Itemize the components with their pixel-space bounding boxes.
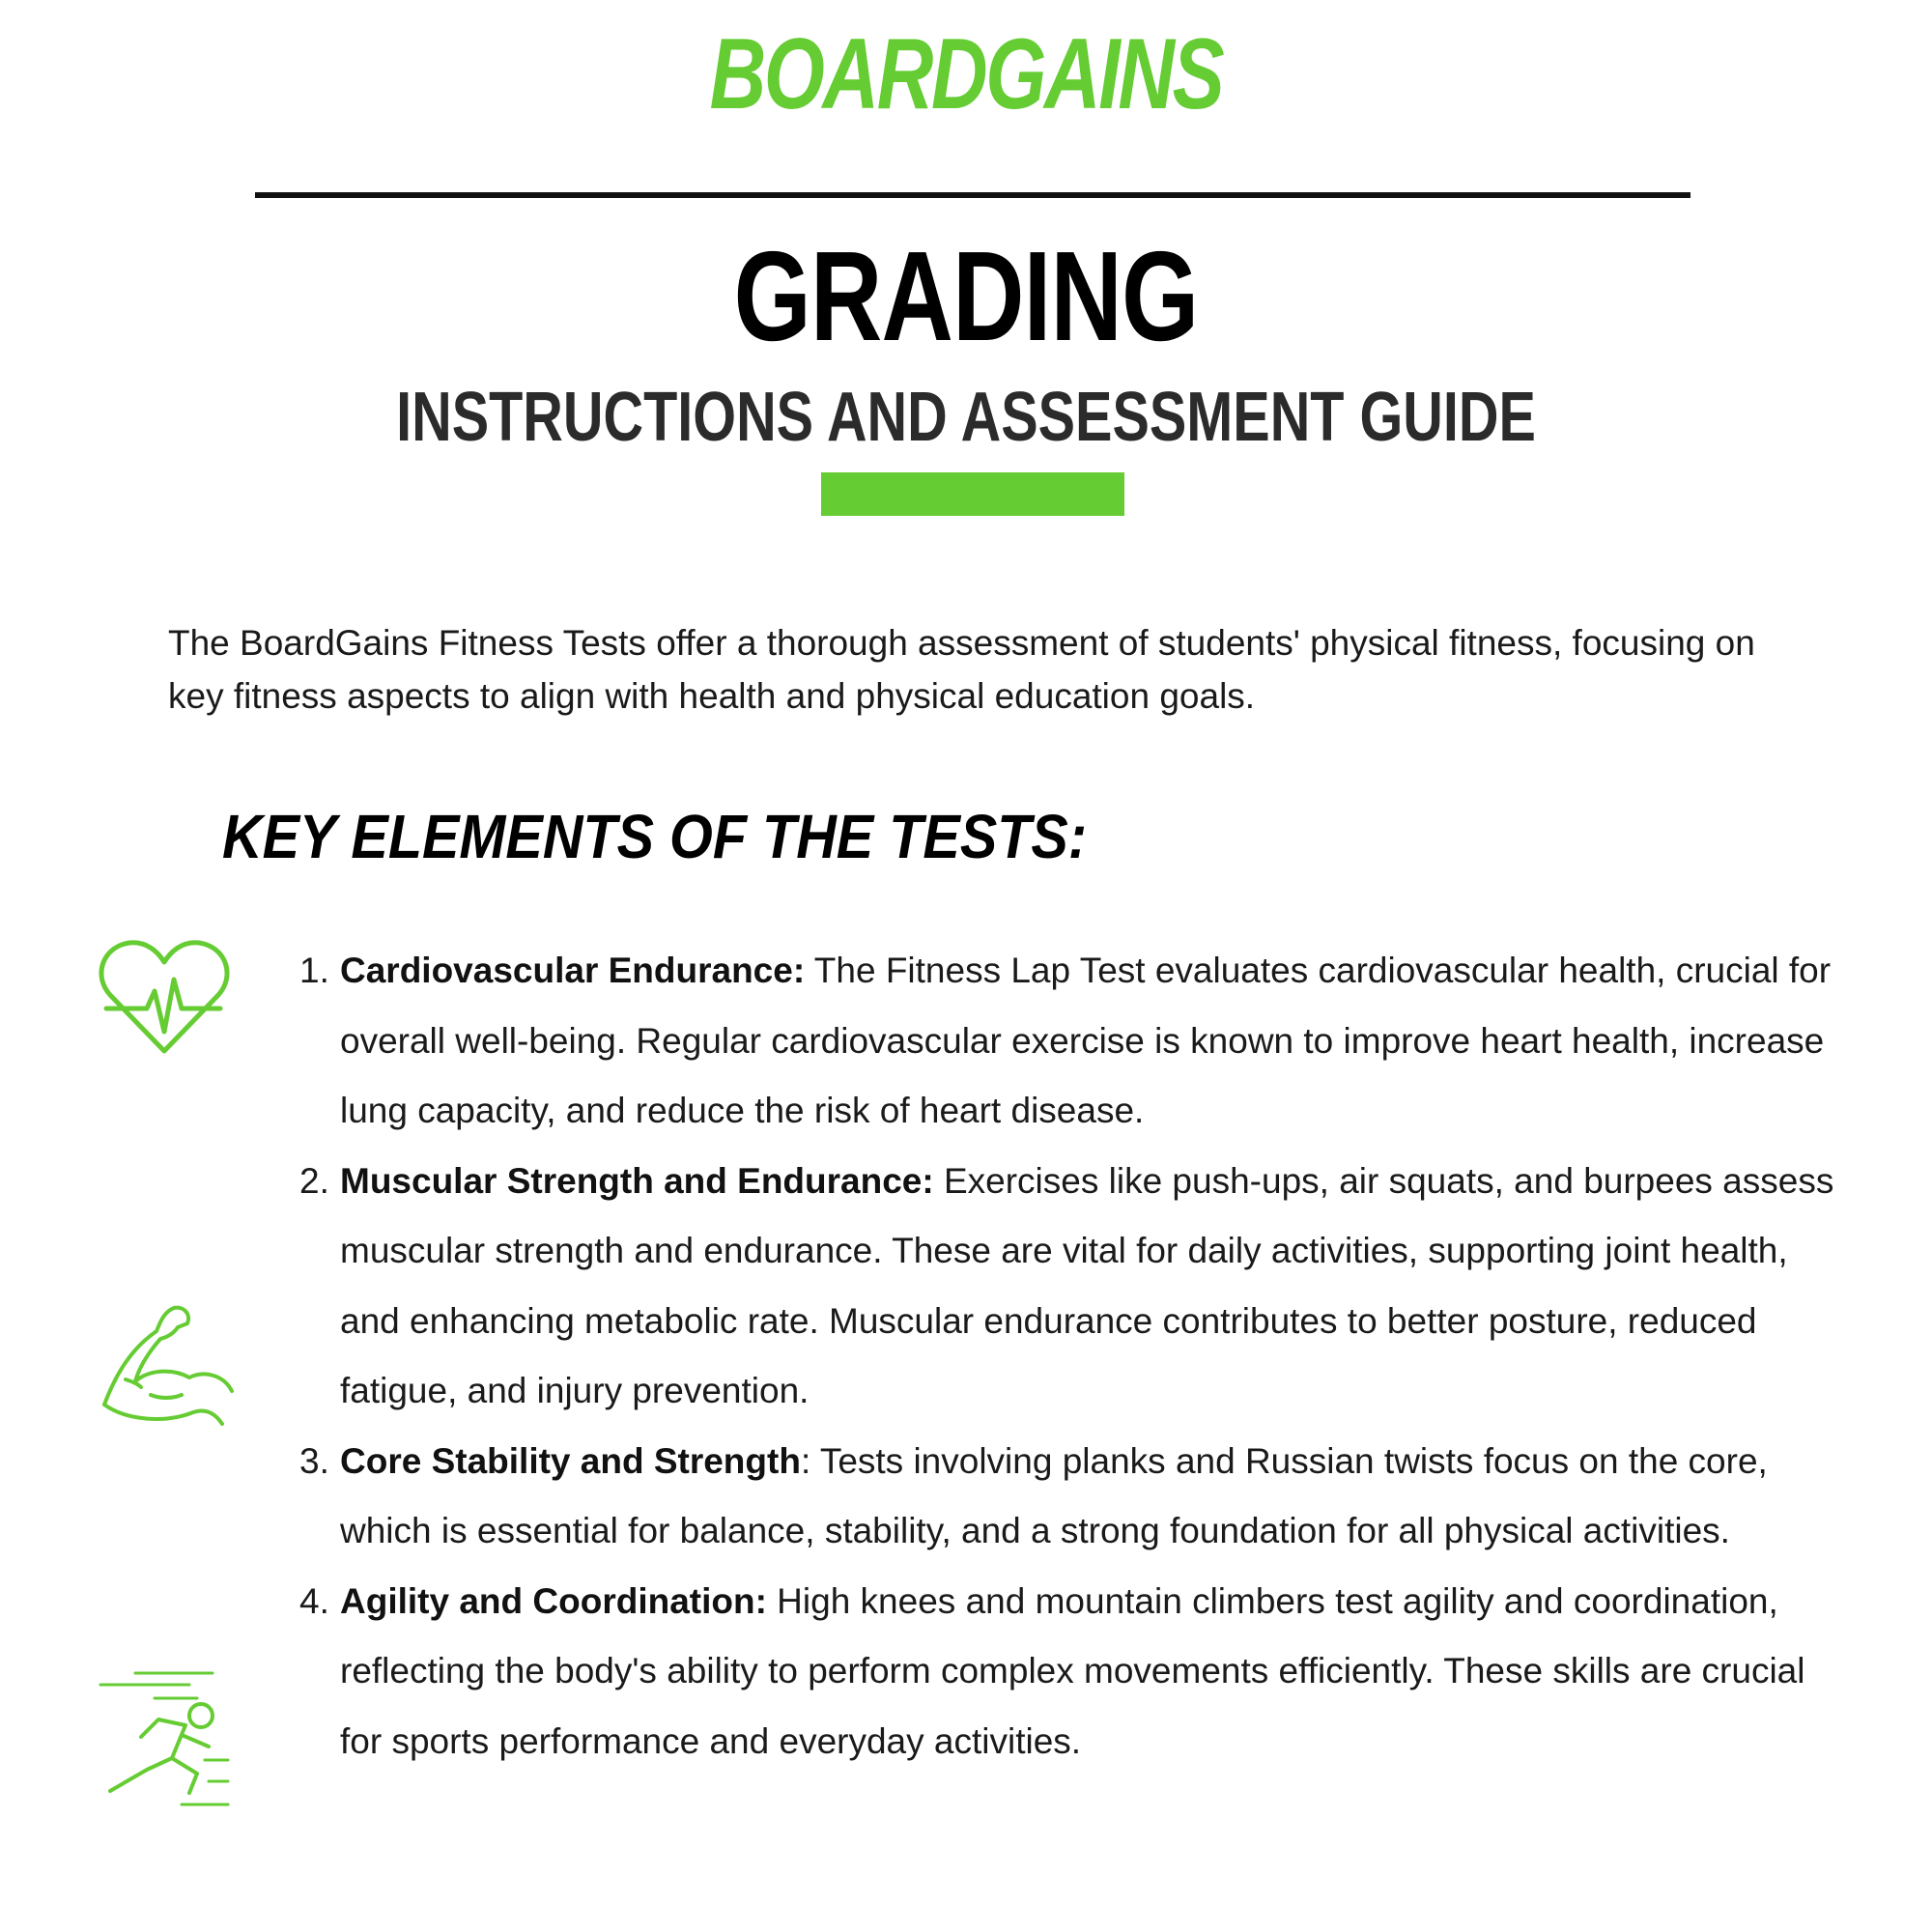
page-title: GRADING — [733, 225, 1199, 367]
key-elements-heading: KEY ELEMENTS OF THE TESTS: — [222, 802, 1088, 871]
brand-logo — [0, 14, 1932, 130]
list-number: 2. — [299, 1160, 329, 1201]
key-elements-list — [299, 936, 1845, 1776]
logo-text: BOARDGAINS — [709, 17, 1223, 130]
boardgains-logo — [709, 14, 1223, 130]
intro-paragraph: The BoardGains Fitness Tests offer a thorough assessment of students' physical fitness, focusing on key fitness aspects to align with health and physical education goals. — [168, 623, 1755, 716]
list-number: 4. — [299, 1580, 329, 1621]
key-element-agility — [299, 1567, 1845, 1777]
element-label: Cardiovascular Endurance: — [340, 951, 806, 990]
header-divider — [255, 192, 1690, 198]
runner-icon — [97, 1665, 232, 1810]
element-label: Agility and Coordination: — [340, 1580, 767, 1621]
heartbeat-icon — [97, 935, 232, 1061]
flexed-arm-icon — [97, 1298, 232, 1434]
key-element-cardiovascular — [299, 936, 1845, 1147]
list-number: 1. — [299, 951, 329, 990]
element-description: High knees and mountain climbers test agility and coordination, reflecting the body's ability to perform complex movements efficiently. These skills are crucial for sports performance and everyday activities. — [340, 1580, 1805, 1761]
element-label: Core Stability and Strength — [340, 1440, 801, 1481]
element-description: : Tests involving planks and Russian twists focus on the core, which is essential for balance, stability, and a strong foundation for all physical activities. — [340, 1440, 1768, 1550]
element-description: The Fitness Lap Test evaluates cardiovascular health, crucial for overall well-being. Regular cardiovascular exercise is known to improve heart health, increase lung capacity, and reduce the risk of heart disease. — [340, 951, 1832, 1130]
key-element-core — [299, 1427, 1845, 1567]
page-subtitle: INSTRUCTIONS AND ASSESSMENT GUIDE — [396, 379, 1536, 456]
element-description: Exercises like push-ups, air squats, and burpees assess muscular strength and endurance. These are vital for daily activities, supporting joint health, and enhancing metabolic rate. Muscular endurance contributes to better posture, reduced fatigue, and injury prevention. — [340, 1160, 1834, 1410]
key-element-muscular — [299, 1147, 1845, 1427]
element-label: Muscular Strength and Endurance: — [340, 1160, 934, 1201]
list-number: 3. — [299, 1440, 329, 1481]
accent-bar — [821, 472, 1124, 516]
